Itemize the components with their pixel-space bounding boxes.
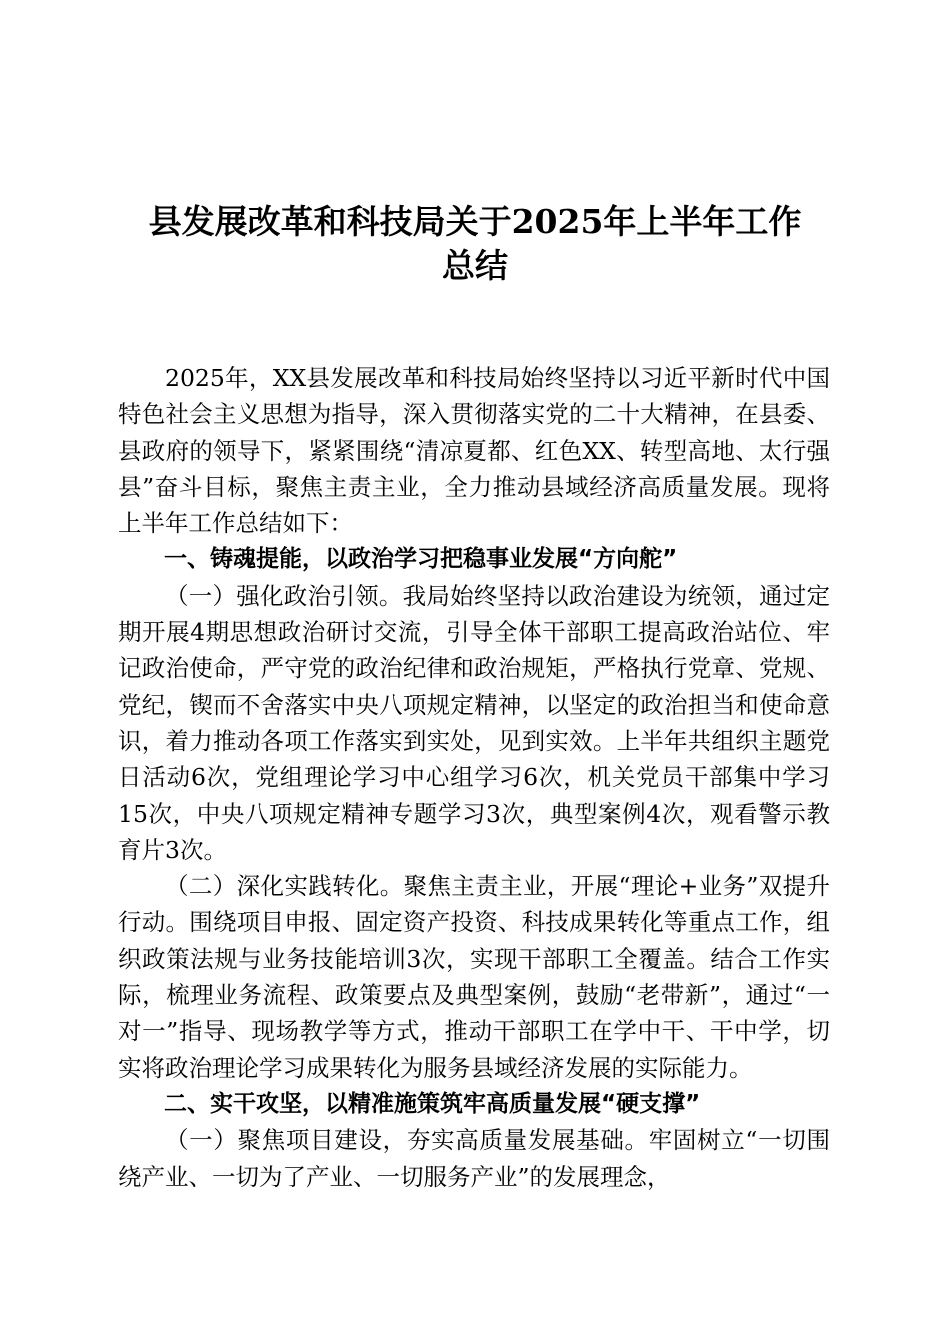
paragraph-1-2: （二）深化实践转化。聚焦主责主业，开展“理论+业务”双提升行动。围绕项目申报、固定资产投资、科技成果转化等重点工作，组织政策法规与业务技能培训3次，实现干部职工全覆盖。结合工作实际，梳理业务流程、政策要点及典型案例，鼓励“老带新”，通过“一对一”指导、现场教学等方式，推动干部职工在学中干、干中学，切实将政治理论学习成果转化为服务县域经济发展的实际能力。 <box>118 872 830 1082</box>
paragraph-2-1: （一）聚焦项目建设，夯实高质量发展基础。牢固树立“一切围绕产业、一切为了产业、一切服务产业”的发展理念， <box>118 1126 830 1191</box>
section-heading-2: 二、实干攻坚，以精准施策筑牢高质量发展“硬支撑” <box>164 1090 701 1117</box>
document-title-line-1: 县发展改革和科技局关于2025年上半年工作 <box>148 202 802 241</box>
document-title-line-2: 总结 <box>442 246 508 285</box>
document-body <box>118 360 830 1195</box>
paragraph-1-1: （一）强化政治引领。我局始终坚持以政治建设为统领，通过定期开展4期思想政治研讨交流，引导全体干部职工提高政治站位、牢记政治使命，严守党的政治纪律和政治规矩，严格执行党章、党规、党纪，锲而不舍落实中央八项规定精神，以坚定的政治担当和使命意识，着力推动各项工作落实到实处，见到实效。上半年共组织主题党日活动6次，党组理论学习中心组学习6次，机关党员干部集中学习15次，中央八项规定精神专题学习3次，典型案例4次，观看警示教育片3次。 <box>118 581 830 864</box>
section-heading-1: 一、铸魂提能，以政治学习把稳事业发展“方向舵” <box>164 546 678 573</box>
intro-paragraph: 2025年，XX县发展改革和科技局始终坚持以习近平新时代中国特色社会主义思想为指导，深入贯彻落实党的二十大精神，在县委、县政府的领导下，紧紧围绕“清凉夏都、红色XX、转型高地、太行强县”奋斗目标，聚焦主责主业，全力推动县域经济高质量发展。现将上半年工作总结如下： <box>118 364 830 538</box>
